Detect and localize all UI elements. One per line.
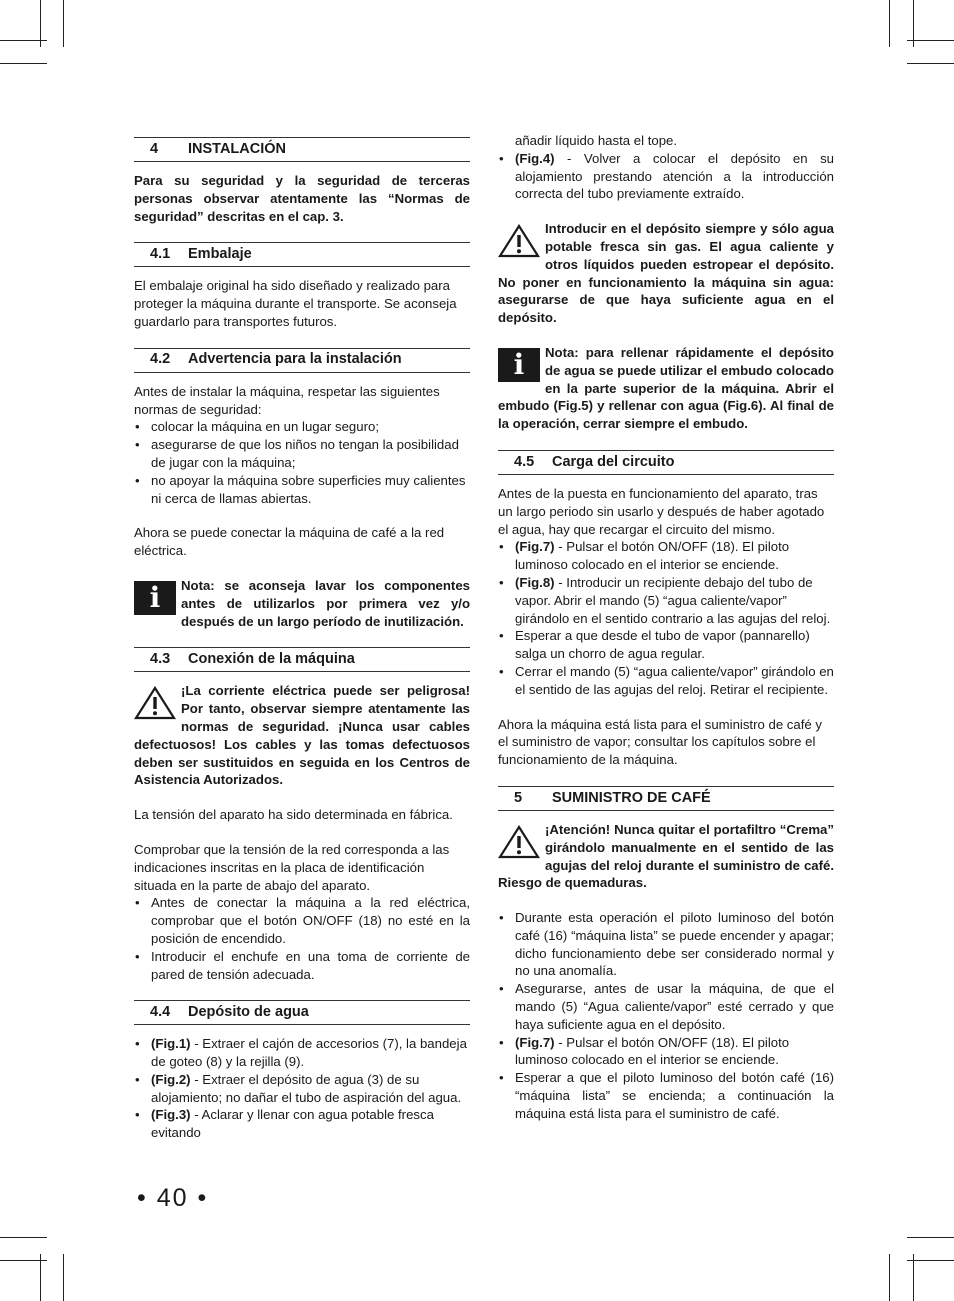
fig-ref: (Fig.3)	[151, 1107, 191, 1123]
fig-ref: (Fig.1)	[151, 1036, 191, 1052]
circuit-after: Ahora la máquina está lista para el suministro de café y el suministro de vapor; consultar los capítulos sobre el funcionamiento de la máquina.	[498, 716, 822, 768]
voltage-check-text: Comprobar que la tensión de la red corresponda a las indicaciones inscritas en la placa de identificación situada en la parte de abajo del aparato.	[134, 841, 450, 893]
section-title: SUMINISTRO DE CAFÉ	[552, 789, 711, 806]
installation-list	[134, 418, 470, 507]
section-number: 4.3	[150, 650, 171, 667]
crop-mark	[63, 1254, 64, 1301]
list-item: • Introducir el enchufe en una toma de corriente de pared de tensión adecuada.	[134, 948, 470, 984]
crop-mark	[0, 63, 47, 64]
list-item	[498, 1034, 834, 1070]
section-heading-5	[498, 786, 834, 811]
crop-mark	[40, 0, 41, 47]
section-title: Embalaje	[188, 245, 252, 262]
warning-note	[498, 220, 834, 327]
section-number: 4.5	[514, 453, 535, 470]
section-heading-4-3	[134, 647, 470, 672]
fig-ref: (Fig.2)	[151, 1071, 191, 1087]
list-item-text: - Extraer el depósito de agua (3) de su alojamiento; no dañar el tubo de aspiración del agua.	[151, 1071, 462, 1105]
warning-triangle-icon	[498, 224, 540, 258]
list-item-text: Durante esta operación el piloto luminoso del botón café (16) “máquina lista” se puede encender y apagar; dicho funcionamiento debe ser considerado normal y no una anomalía.	[515, 910, 834, 979]
coffee-list	[498, 909, 834, 1123]
section-title: Depósito de agua	[188, 1003, 309, 1020]
left-column	[134, 137, 470, 1142]
safety-intro: Para su seguridad y la seguridad de terceras personas observar atentamente las “Normas de seguridad” descritas en el cap. 3.	[134, 173, 470, 224]
section-number: 4	[150, 140, 159, 157]
warning-triangle-icon	[498, 825, 540, 859]
warning-note	[498, 821, 834, 892]
crop-mark	[889, 1254, 890, 1301]
list-item	[134, 1035, 470, 1071]
list-item	[498, 150, 834, 203]
packaging-text: El embalaje original ha sido diseñado y realizado para proteger la máquina durante el transporte. Se aconseja guardarlo para transportes futuros.	[134, 278, 457, 329]
list-item-text: Cerrar el mando (5) “agua caliente/vapor” girándolo en el sentido de las agujas del reloj. Retirar el recipiente.	[515, 663, 834, 697]
info-icon: i	[134, 581, 176, 615]
crop-mark	[907, 63, 954, 64]
info-note	[134, 577, 470, 630]
connection-list	[134, 894, 470, 983]
list-item	[134, 1106, 470, 1142]
list-item-text: - Extraer el cajón de accesorios (7), la bandeja de goteo (8) y la rejilla (9).	[151, 1036, 467, 1070]
note-text: Nota: se aconseja lavar los componentes antes de utilizarlos por primera vez y/o después de un largo período de inutilización.	[181, 577, 470, 629]
right-column	[498, 132, 834, 1123]
info-note	[498, 344, 834, 433]
list-item-text: Esperar a que desde el tubo de vapor (pannarello) salga un chorro de agua regular.	[515, 628, 810, 662]
fig-ref: (Fig.4)	[515, 150, 555, 166]
circuit-list	[498, 538, 834, 698]
water-tank-list	[134, 1035, 470, 1142]
list-item	[498, 1069, 834, 1122]
section-title: Conexión de la máquina	[188, 650, 355, 667]
installation-intro: Antes de instalar la máquina, respetar las siguientes normas de seguridad:	[134, 383, 440, 417]
crop-mark	[889, 0, 890, 47]
list-item	[498, 909, 834, 980]
list-item	[498, 627, 834, 663]
crop-mark	[0, 1237, 47, 1238]
section-number: 5	[514, 789, 523, 806]
warning-note	[134, 682, 470, 789]
connect-text: Ahora se puede conectar la máquina de café a la red eléctrica.	[134, 525, 445, 559]
circuit-intro: Antes de la puesta en funcionamiento del aparato, tras un largo periodo sin usarlo y después de haber agotado el agua, hay que recargar el circuito del mismo.	[498, 485, 825, 537]
crop-mark	[40, 1254, 41, 1301]
warning-text: Introducir en el depósito siempre y sólo agua potable fresca sin gas. El agua caliente y otros líquidos pueden estropear el depósito. No poner en funcionamiento la máquina sin agua: asegurarse de que haya suficiente agua en el depósito.	[498, 221, 834, 326]
page-number: • 40 •	[137, 1184, 209, 1212]
warning-triangle-icon	[134, 686, 176, 720]
section-heading-4-5	[498, 450, 834, 475]
voltage-text: La tensión del aparato ha sido determinada en fábrica.	[134, 807, 453, 823]
crop-mark	[913, 0, 914, 47]
warning-text: ¡Atención! Nunca quitar el portafiltro “Crema” girándolo manualmente en el sentido de las agujas del reloj durante el suministro de café. Riesgo de quemaduras.	[498, 821, 834, 891]
list-item	[498, 663, 834, 699]
crop-mark	[63, 0, 64, 47]
note-text: Nota: para rellenar rápidamente el depósito de agua se puede utilizar el embudo colocado en la parte superior de la máquina. Abrir el embudo (Fig.5) y rellenar con agua (Fig.6). Al final de la operación, cerrar siempre el embudo.	[498, 344, 834, 432]
section-number: 4.2	[150, 351, 171, 368]
list-item-text: - Pulsar el botón ON/OFF (18). El piloto luminoso colocado en el interior se enciende.	[515, 539, 790, 573]
list-item-text: - Volver a colocar el depósito en su alojamiento prestando atención a la introducción correcta del tubo previamente extraído.	[515, 150, 834, 202]
fig-ref: (Fig.7)	[515, 1034, 555, 1050]
section-number: 4.1	[150, 245, 171, 262]
list-item-text: Asegurarse, antes de usar la máquina, de que el mando (5) “Agua caliente/vapor” esté cerrado y que haya suficiente agua en el depósito.	[515, 981, 834, 1032]
list-item-text: - Aclarar y llenar con agua potable fresca evitando	[151, 1107, 434, 1141]
continued-text: añadir líquido hasta el tope.	[515, 133, 678, 148]
info-icon: i	[498, 348, 540, 382]
section-heading-4	[134, 137, 470, 162]
list-item: • colocar la máquina en un lugar seguro;	[134, 418, 470, 436]
list-item	[498, 574, 834, 627]
section-title: Advertencia para la instalación	[188, 351, 402, 368]
crop-mark	[907, 1237, 954, 1238]
fig-ref: (Fig.7)	[515, 539, 555, 555]
crop-mark	[913, 1254, 914, 1301]
section-number: 4.4	[150, 1003, 171, 1020]
warning-text: ¡La corriente eléctrica puede ser peligrosa! Por tanto, observar siempre atentamente las normas de seguridad. ¡Nunca usar cables defectuosos! Los cables y las tomas defectuosos deben ser sustituidos en seguida en los Centros de Asistencia Autorizados.	[134, 683, 470, 788]
section-heading-4-1	[134, 242, 470, 267]
crop-mark	[907, 40, 954, 41]
water-tank-list-continued	[498, 150, 834, 203]
list-item-text: Esperar a que el piloto luminoso del botón café (16) “máquina lista” se encienda; a continuación la máquina está lista para el suministro de café.	[515, 1070, 834, 1121]
list-item: • Antes de conectar la máquina a la red eléctrica, comprobar que el botón ON/OFF (18) no esté en la posición de encendido.	[134, 894, 470, 947]
list-item-text: - Introducir un recipiente debajo del tubo de vapor. Abrir el mando (5) “agua caliente/vapor” girándolo en el sentido contrario a las agujas del reloj.	[515, 574, 831, 626]
fig-ref: (Fig.8)	[515, 574, 555, 590]
list-item: • no apoyar la máquina sobre superficies muy calientes ni cerca de llamas abiertas.	[134, 472, 470, 508]
list-item	[498, 538, 834, 574]
crop-mark	[907, 1260, 954, 1261]
list-item	[134, 1071, 470, 1107]
section-title: Carga del circuito	[552, 453, 675, 470]
section-heading-4-2	[134, 348, 470, 373]
list-item	[498, 980, 834, 1033]
list-item: • asegurarse de que los niños no tengan la posibilidad de jugar con la máquina;	[134, 436, 470, 472]
section-heading-4-4	[134, 1000, 470, 1025]
section-title: INSTALACIÓN	[188, 140, 287, 157]
list-item-text: - Pulsar el botón ON/OFF (18). El piloto luminoso colocado en el interior se enciende.	[515, 1034, 790, 1068]
